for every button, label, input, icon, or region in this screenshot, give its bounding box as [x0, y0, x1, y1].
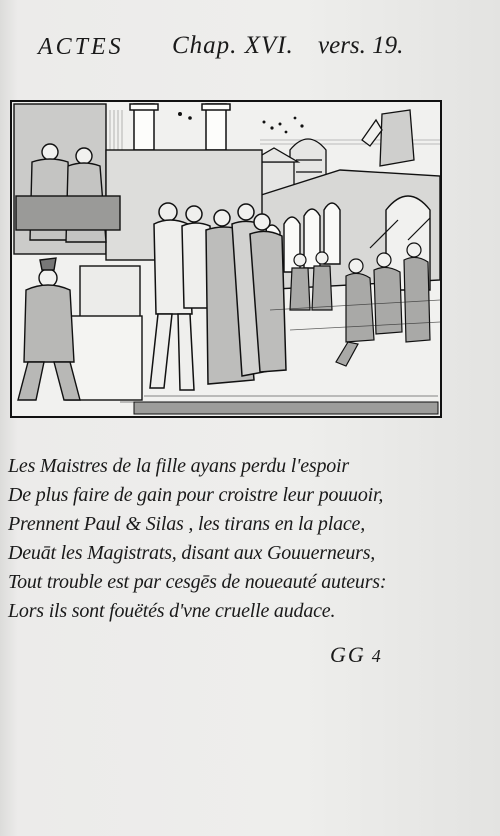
- verse-line: De plus faire de gain pour croistre leur pouuoir,: [8, 484, 384, 506]
- verse-line: Tout trouble est par cesgēs de noueauté auteurs:: [8, 571, 387, 593]
- verse-label: vers. 19.: [318, 32, 404, 59]
- running-head: [0, 30, 500, 70]
- verse-line: Deuāt les Magistrats, disant aux Gouuerneurs,: [8, 542, 376, 564]
- signature-mark: [330, 642, 383, 668]
- book-title: ACTES: [38, 34, 124, 60]
- verse-line: Prennent Paul & Silas , les tirans en la place,: [8, 513, 366, 535]
- chapter-label: Chap. XVI.: [172, 32, 294, 59]
- verse-line: Les Maistres de la fille ayans perdu l'espoir: [8, 455, 349, 477]
- verse-caption: [8, 452, 478, 626]
- verse-line: Lors ils sont fouëtés d'vne cruelle audace.: [8, 600, 336, 622]
- woodcut-illustration: [10, 100, 442, 418]
- signature-number: 4: [371, 646, 383, 666]
- signature-letters: GG: [330, 642, 366, 667]
